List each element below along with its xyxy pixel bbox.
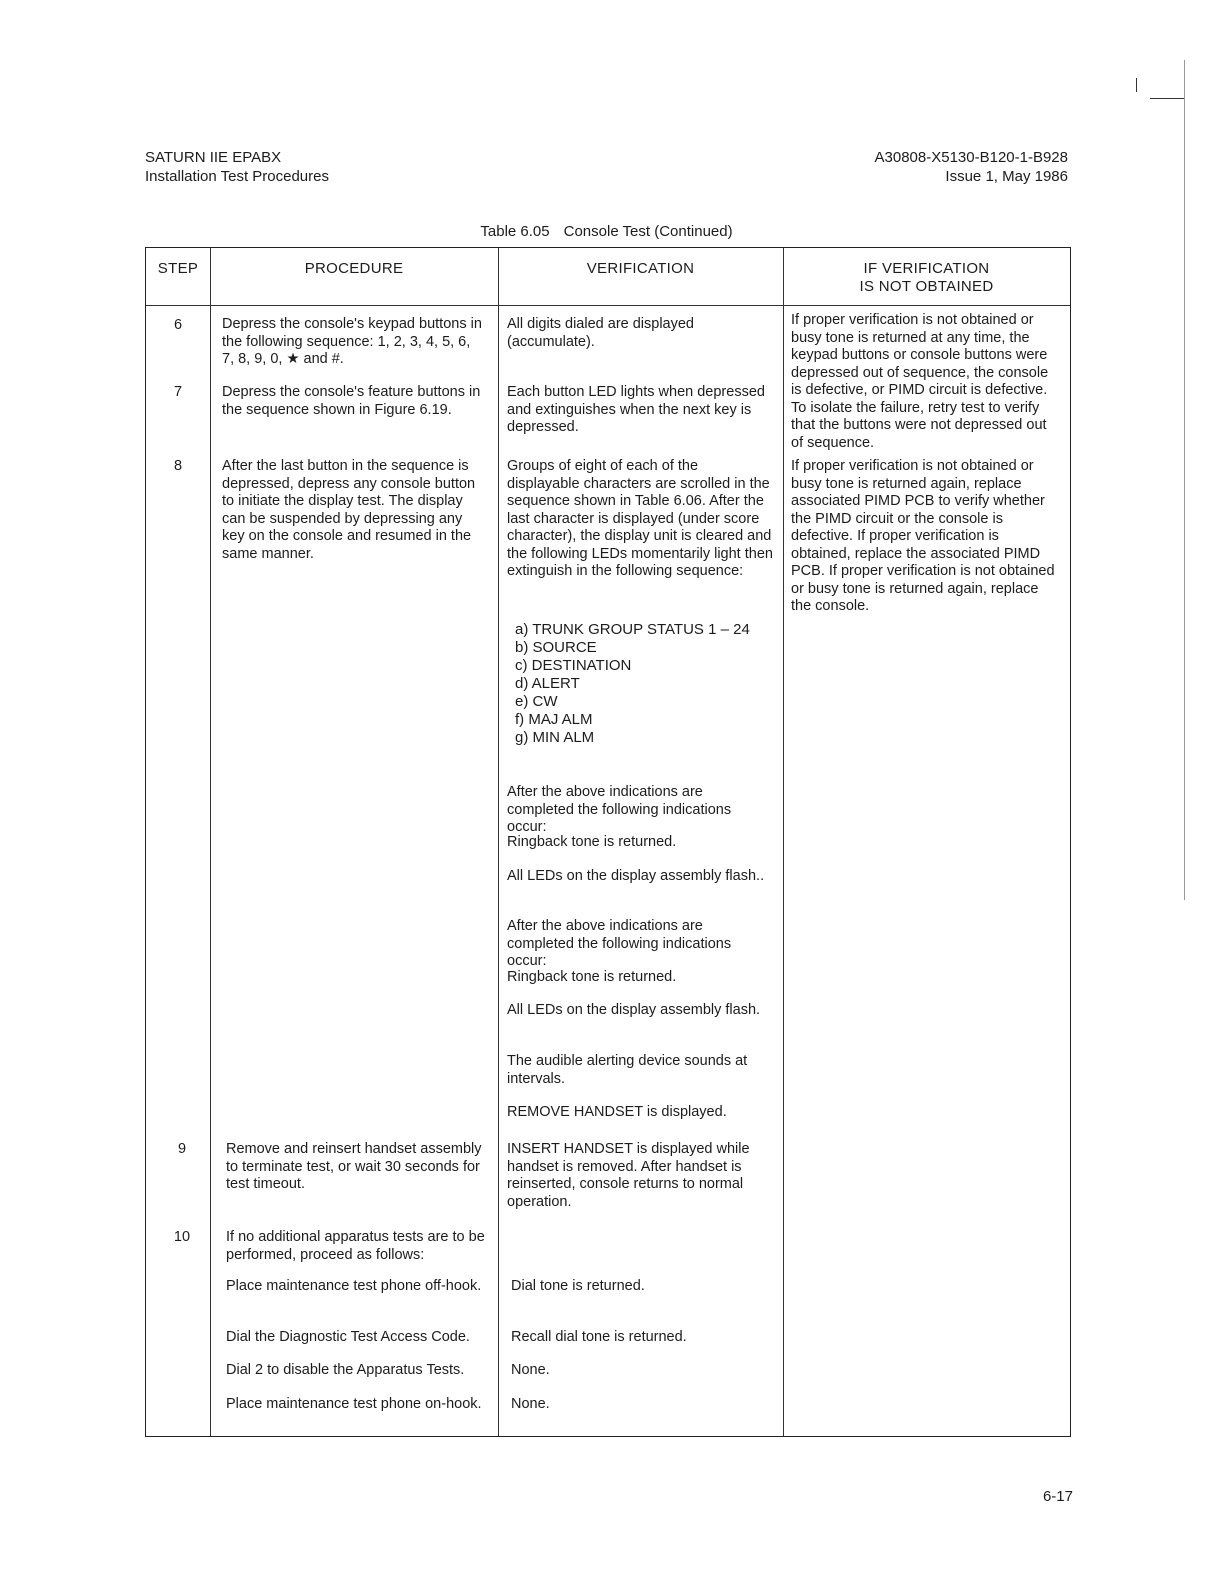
header-divider (146, 305, 1070, 306)
issue-date: Issue 1, May 1986 (945, 168, 1068, 185)
running-header-left (145, 148, 329, 186)
list-item: f) MAJ ALM (515, 711, 593, 728)
procedure-text: After the last button in the sequence is depressed, depress any console button to initiate the display test. The display can be suspended by depressing any key on the console and resumed in the same manner. (222, 458, 476, 562)
step-number: 9 (177, 1141, 187, 1157)
verification-text: Dial tone is returned. (511, 1278, 645, 1294)
failure-text: If proper verification is not obtained or busy tone is returned at any time, the keypad buttons or console buttons were depressed out of sequence, the console is defective, or PIMD circuit is defective. To isolate the failure, retry test to verify that the buttons were not depressed out of sequence. (791, 312, 1049, 451)
list-item: e) CW (515, 693, 558, 710)
verification-text: After the above indications are completed the following indications occur: (507, 918, 732, 969)
column-header-step: STEP (157, 260, 199, 277)
list-item: c) DESTINATION (515, 657, 632, 674)
list-item: a) TRUNK GROUP STATUS 1 – 24 (515, 621, 750, 638)
step-number: 10 (173, 1229, 191, 1245)
list-item: b) SOURCE (515, 639, 597, 656)
verification-text: Each button LED lights when depressed and extinguishes when the next key is depressed. (507, 384, 765, 435)
document-subtitle: Installation Test Procedures (145, 168, 329, 185)
procedure-text: Dial the Diagnostic Test Access Code. (226, 1329, 470, 1345)
procedure-text: Place maintenance test phone on-hook. (226, 1396, 482, 1412)
scan-mark (1136, 78, 1137, 92)
column-header-verification: VERIFICATION (586, 260, 695, 277)
step-number: 8 (173, 458, 183, 474)
verification-text: None. (511, 1396, 550, 1412)
procedure-text: Depress the console's keypad buttons in the following sequence: 1, 2, 3, 4, 5, 6, 7, 8, 9, 0, ★ and #. (222, 316, 482, 367)
list-item: d) ALERT (515, 675, 580, 692)
step-number: 7 (173, 384, 183, 400)
verification-text: Groups of eight of each of the displayable characters are scrolled in the sequence shown in Table 6.06. After the last character is displayed (under score character), the display unit is cleared and the following LEDs momentarily light then extinguish in the following sequence: (507, 458, 773, 579)
page-number: 6-17 (1042, 1488, 1073, 1505)
procedure-text: If no additional apparatus tests are to be performed, proceed as follows: (226, 1229, 485, 1263)
console-test-table (145, 247, 1071, 1437)
led-sequence-list (507, 621, 773, 747)
procedure-text: Depress the console's feature buttons in the sequence shown in Figure 6.19. (222, 384, 481, 418)
verification-text: INSERT HANDSET is displayed while handset is removed. After handset is reinserted, console returns to normal operation. (507, 1141, 750, 1210)
running-header-right (875, 148, 1068, 186)
scan-mark (1150, 98, 1184, 99)
document-number: A30808-X5130-B120-1-B928 (874, 149, 1068, 166)
verification-text: Ringback tone is returned. (507, 969, 677, 985)
scan-edge (1184, 60, 1185, 900)
table-title: Console Test (Continued) (563, 223, 733, 240)
list-item: g) MIN ALM (515, 729, 595, 746)
verification-text: All LEDs on the display assembly flash. (507, 1002, 761, 1018)
table-caption (0, 223, 1213, 240)
column-divider (498, 248, 499, 1436)
verification-text: None. (511, 1362, 550, 1378)
verification-text: All LEDs on the display assembly flash.. (507, 868, 765, 884)
procedure-text: Place maintenance test phone off-hook. (226, 1278, 482, 1294)
verification-text: After the above indications are completed the following indications occur: (507, 784, 732, 835)
verification-text: The audible alerting device sounds at intervals. (507, 1053, 748, 1087)
table-number: Table 6.05 (480, 223, 550, 240)
column-header-procedure: PROCEDURE (304, 260, 404, 277)
procedure-text: Dial 2 to disable the Apparatus Tests. (226, 1362, 465, 1378)
column-divider (210, 248, 211, 1436)
step-number: 6 (173, 317, 183, 333)
failure-text: If proper verification is not obtained or busy tone is returned again, replace associated PIMD PCB to verify whether the PIMD circuit or the console is defective. If proper verification is obtained, replace the associated PIMD PCB. If proper verification is not obtained or busy tone is returned again, replace the console. (791, 458, 1055, 614)
procedure-text: Remove and reinsert handset assembly to terminate test, or wait 30 seconds for test timeout. (226, 1141, 482, 1192)
verification-text: Ringback tone is returned. (507, 834, 677, 850)
product-name: SATURN IIE EPABX (145, 149, 282, 166)
verification-text: All digits dialed are displayed (accumulate). (507, 316, 694, 350)
verification-text: Recall dial tone is returned. (511, 1329, 687, 1345)
column-header-if-not-obtained: IF VERIFICATION IS NOT OBTAINED (859, 260, 994, 295)
verification-text: REMOVE HANDSET is displayed. (507, 1104, 727, 1120)
column-divider (783, 248, 784, 1436)
